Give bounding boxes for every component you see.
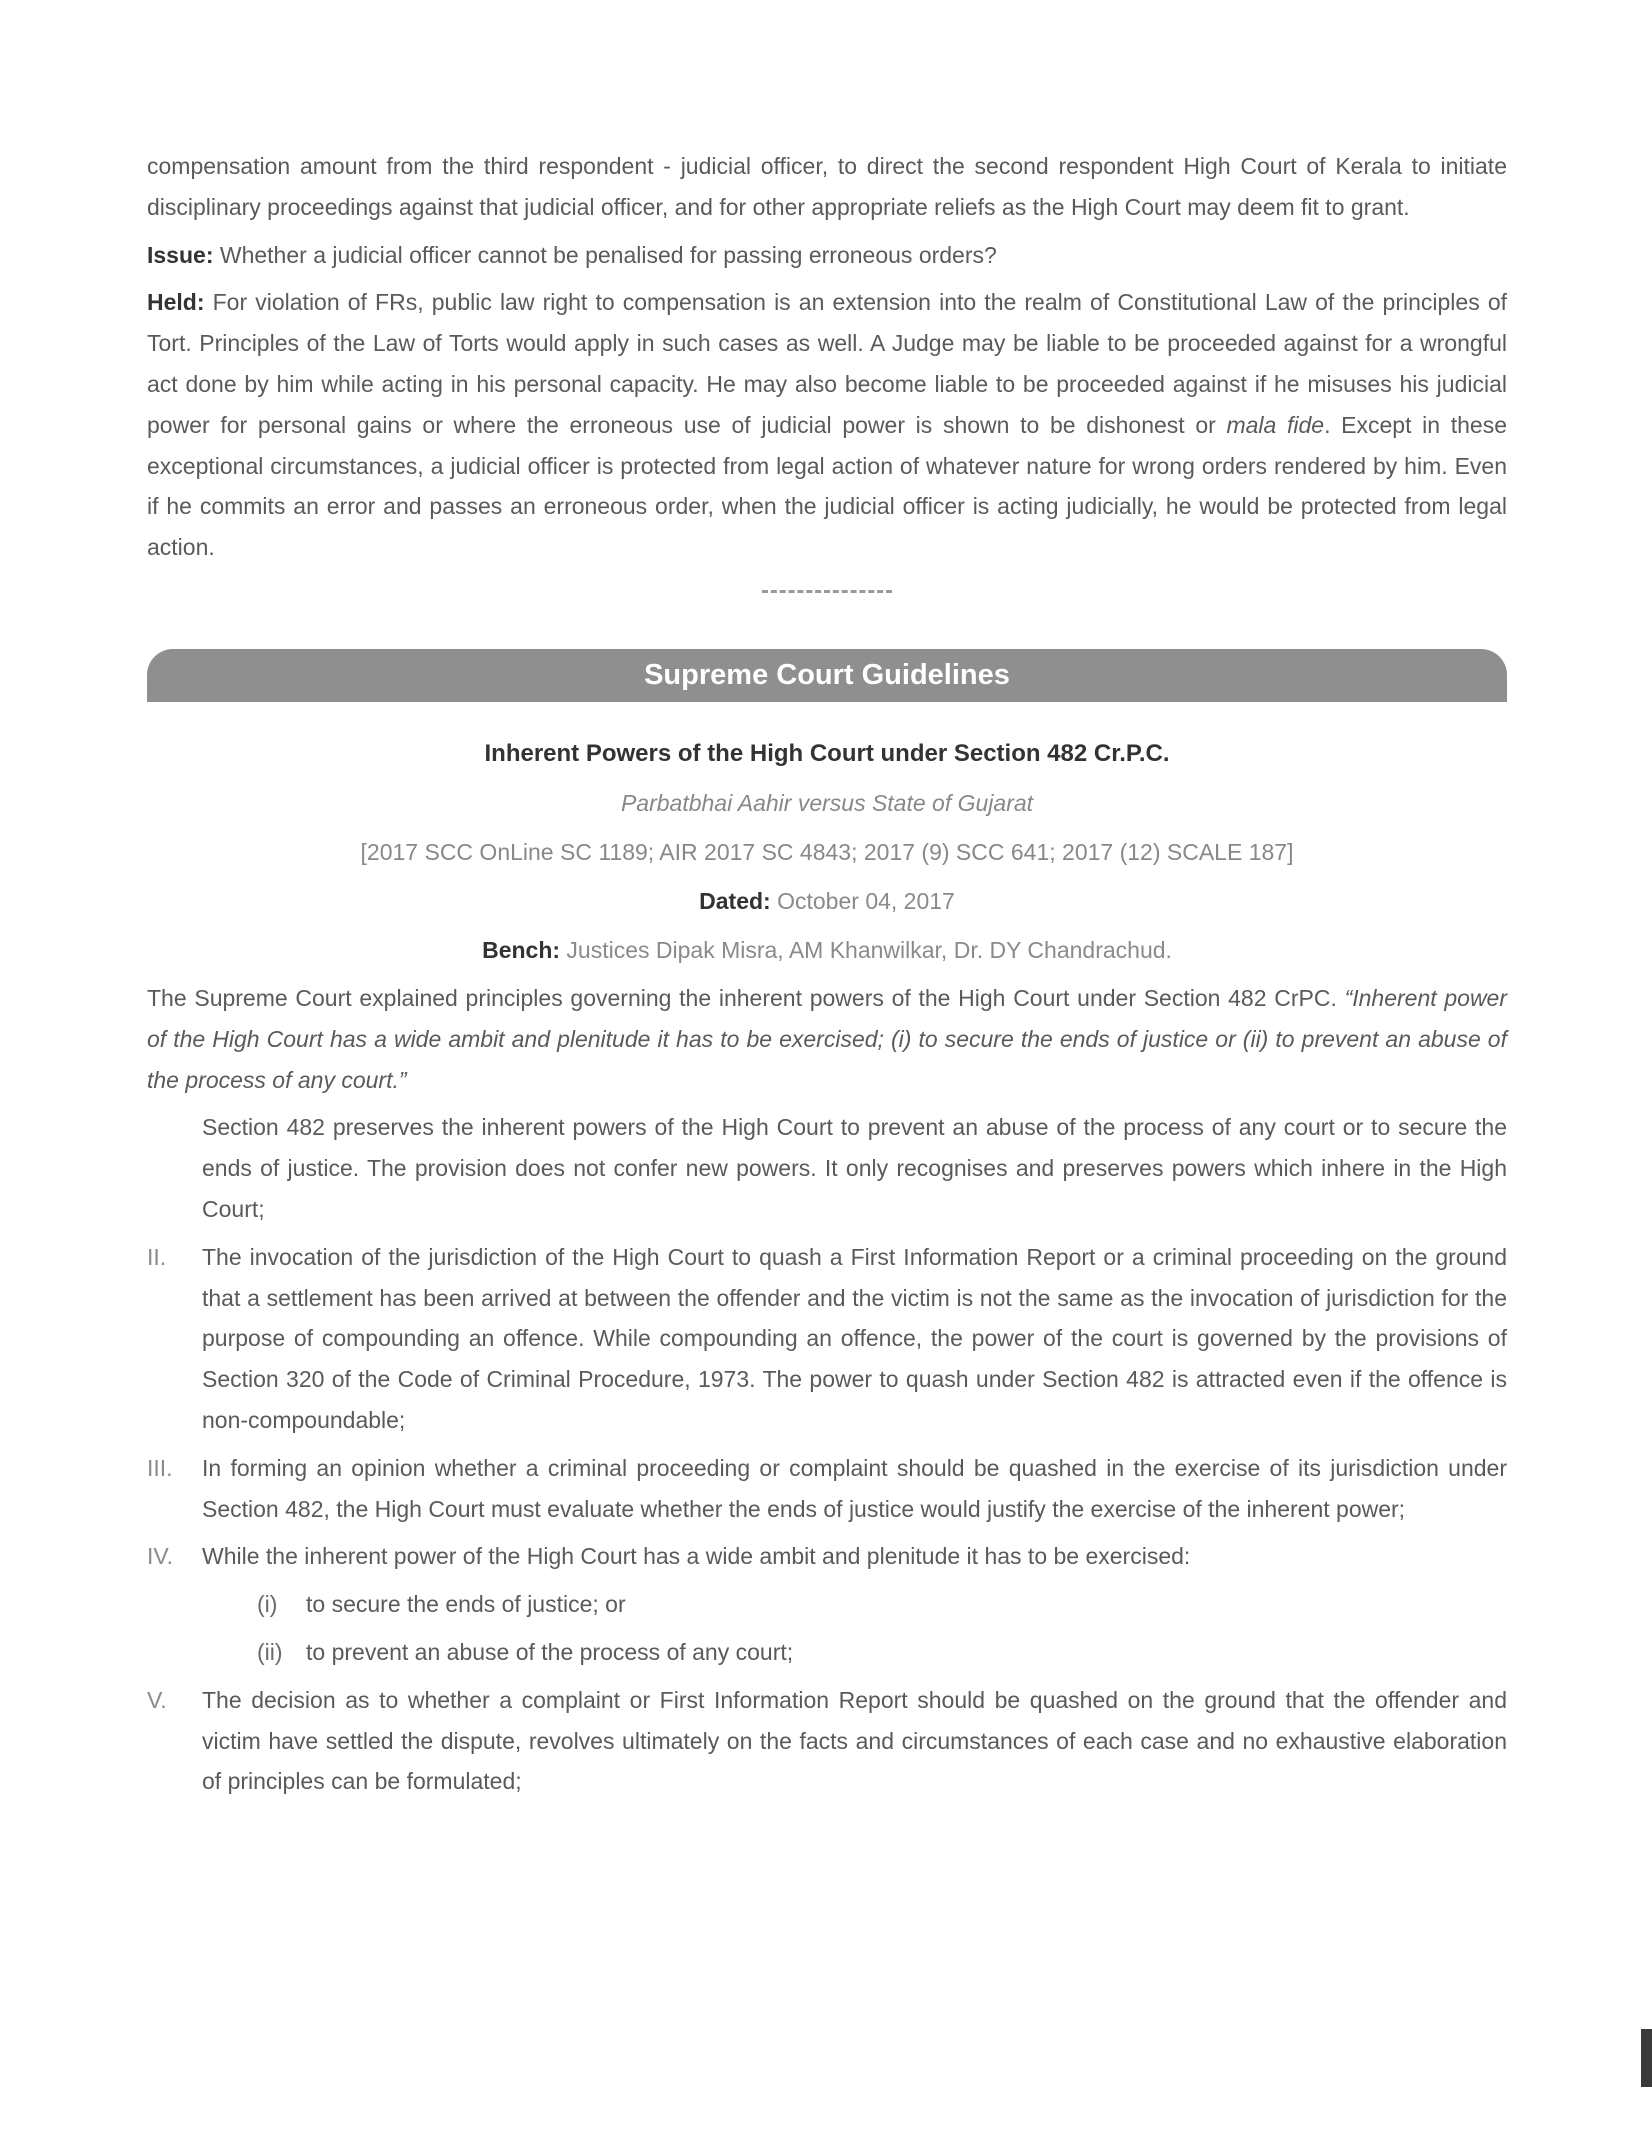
list-item-text: The invocation of the jurisdiction of the High Court to quash a First Information Report or a criminal proceeding on the ground that a settlement has been arrived at between the offender and the victim is not the same as the invocation of jurisdiction for the purpose of compounding an offence. While compounding an offence, the power of the court is governed by the provisions of Section 320 of the Code of Criminal Procedure, 1973. The power to quash under Section 482 is attracted even if the offence is non-compoundable; (202, 1243, 1507, 1433)
held-text-a: For violation of FRs, public law right to compensation is an extension into the realm of Constitutional Law of the principles of Tort. Principles of the Law of Torts would apply in such cases as well. A Judge may be liable to be proceeded against for a wrongful act done by him while acting in his personal capacity. He may also become liable to be proceeded against if he misuses his judicial power for personal gains or where the erroneous use of judicial power is shown to be dishonest or (147, 289, 1507, 438)
intro-text: The Supreme Court explained principles governing the inherent powers of the High Court under Section 482 CrPC. (147, 984, 1345, 1011)
intro-quote: “Inherent power of the High Court has a wide ambit and plenitude it has to be exercised; (i) to secure the ends of justice or (ii) to prevent an abuse of the process of any court.” (147, 984, 1507, 1093)
list-item-number: V. (147, 1686, 167, 1713)
list-item-text: The decision as to whether a complaint or First Information Report should be quashed on the ground that the offender and victim have settled the dispute, revolves ultimately on the facts and circumstances of each case and no exhaustive elaboration of principles can be formulated; (202, 1686, 1507, 1795)
list-item (147, 1237, 1507, 1441)
case-dated (147, 883, 1507, 919)
section-banner: Supreme Court Guidelines (147, 649, 1507, 702)
top-paragraph: compensation amount from the third respondent - judicial officer, to direct the second respondent High Court of Kerala to initiate disciplinary proceedings against that judicial officer, and for other appropriate reliefs as the High Court may deem fit to grant. (147, 153, 1507, 220)
held-label: Held: (147, 289, 205, 316)
case-parties: Parbatbhai Aahir versus State of Gujarat (620, 789, 1034, 816)
issue-label: Issue: (147, 241, 214, 268)
list-item (147, 1536, 1507, 1672)
sub-list-item-number: (ii) (257, 1638, 283, 1665)
issue-text: Whether a judicial officer cannot be penalised for passing erroneous orders? (213, 241, 997, 268)
sub-list-item-text: to secure the ends of justice; or (306, 1591, 626, 1618)
held-paragraph (147, 282, 1507, 568)
page-edge-marker (1641, 2029, 1652, 2087)
list-item-number: II. (147, 1243, 167, 1270)
case-bench (147, 932, 1507, 968)
sub-list-item (202, 1584, 1507, 1625)
case-title: Inherent Powers of the High Court under Section 482 Cr.P.C. (484, 739, 1170, 767)
list-item-text: In forming an opinion whether a criminal proceeding or complaint should be quashed in the exercise of its jurisdiction under Section 482, the High Court must evaluate whether the ends of justice would justify the exercise of the inherent power; (202, 1454, 1507, 1522)
held-text-b: . Except in these exceptional circumstances, a judicial officer is protected from legal action of whatever nature for wrong orders rendered by him. Even if he commits an error and passes an erroneous order, when the judicial officer is acting judicially, he would be protected from legal action. (147, 411, 1508, 561)
principles-list (147, 1107, 1507, 1802)
dated-value: October 04, 2017 (770, 887, 955, 914)
section-divider (762, 590, 892, 593)
bench-label: Bench: (482, 936, 561, 963)
issue-paragraph (147, 235, 1507, 276)
document-page (147, 146, 1507, 1802)
list-item-number: III. (147, 1454, 173, 1481)
sub-list-item-number: (i) (257, 1591, 278, 1618)
case-citation: [2017 SCC OnLine SC 1189; AIR 2017 SC 4843; 2017 (9) SCC 641; 2017 (12) SCALE 187] (360, 838, 1294, 865)
list-item-text: Section 482 preserves the inherent powers of the High Court to prevent an abuse of the process of any court or to secure the ends of justice. The provision does not confer new powers. It only recognises and preserves powers which inhere in the High Court; (202, 1114, 1507, 1222)
sub-list-item-text: to prevent an abuse of the process of any court; (306, 1638, 794, 1665)
dated-label: Dated: (699, 887, 771, 914)
held-text-italic: mala fide (1226, 411, 1325, 438)
sub-list-item (202, 1632, 1507, 1673)
list-item-text: While the inherent power of the High Court has a wide ambit and plenitude it has to be exercised: (202, 1543, 1191, 1570)
list-item (147, 1107, 1507, 1229)
intro-paragraph (147, 978, 1507, 1100)
bench-value: Justices Dipak Misra, AM Khanwilkar, Dr. DY Chandrachud. (560, 936, 1172, 963)
list-item (147, 1680, 1507, 1802)
list-item (147, 1448, 1507, 1530)
list-item-number: IV. (147, 1543, 174, 1570)
